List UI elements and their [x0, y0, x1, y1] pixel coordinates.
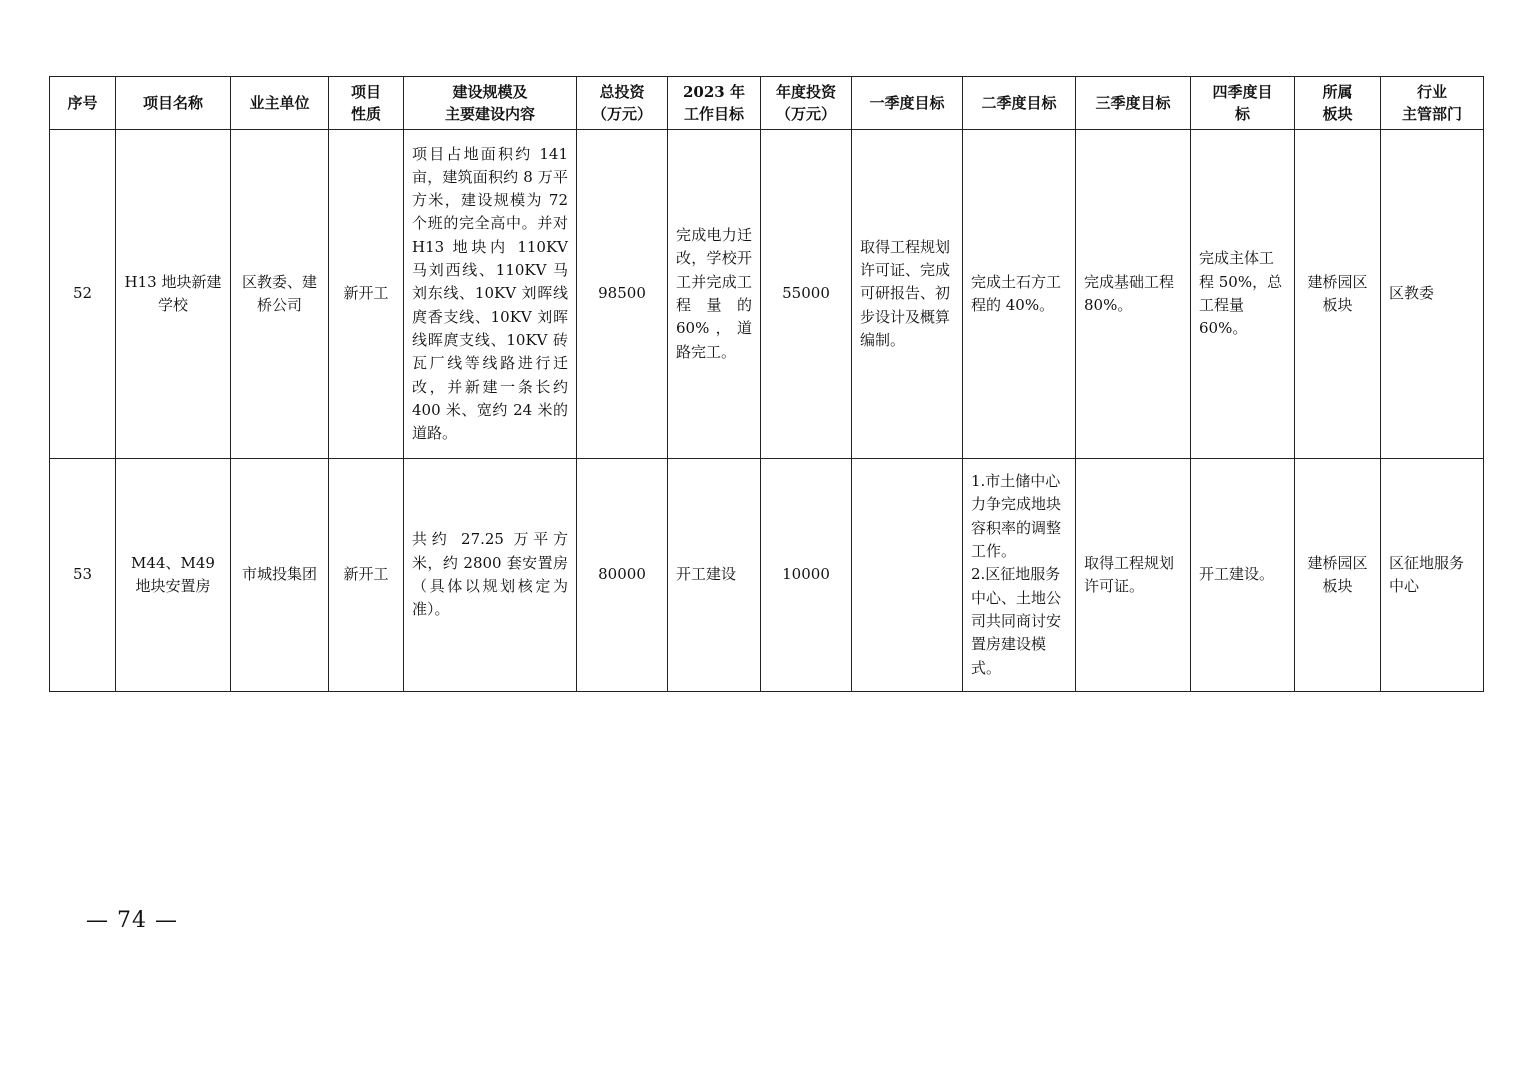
cell-nature: 新开工: [329, 459, 404, 692]
header-row: [50, 77, 1484, 130]
header-seq: 序号: [50, 77, 116, 130]
project-plan-table: [49, 76, 1484, 692]
header-department: 行业 主管部门: [1381, 77, 1484, 130]
cell-owner: 区教委、建桥公司: [231, 130, 329, 459]
cell-q4: 开工建设。: [1191, 459, 1295, 692]
cell-owner: 市城投集团: [231, 459, 329, 692]
header-q1: 一季度目标: [852, 77, 963, 130]
cell-scope: 共约 27.25 万平方米，约 2800 套安置房（具体以规划核定为准）。: [404, 459, 577, 692]
header-q4: 四季度目 标: [1191, 77, 1295, 130]
cell-annual-investment: 10000: [761, 459, 852, 692]
cell-q2: 完成土石方工程的 40%。: [963, 130, 1076, 459]
cell-goal-2023: 开工建设: [668, 459, 761, 692]
cell-project-name: M44、M49 地块安置房: [116, 459, 231, 692]
cell-total-investment: 80000: [577, 459, 668, 692]
header-annual-investment: 年度投资 （万元）: [761, 77, 852, 130]
cell-q4: 完成主体工程 50%，总工程量 60%。: [1191, 130, 1295, 459]
cell-seq: 53: [50, 459, 116, 692]
cell-scope: 项目占地面积约 141 亩，建筑面积约 8 万平方米，建设规模为 72 个班的完全高中。并对 H13 地块内 110KV 马刘西线、110KV 马刘东线、10KV 刘晖线庹香支线、10KV 刘晖线晖庹支线、10KV 砖瓦厂线等线路进行迁改，并新建一条长约 400 米、宽约 24 米的道路。: [404, 130, 577, 459]
cell-q3: 取得工程规划许可证。: [1076, 459, 1191, 692]
cell-department: 区征地服务中心: [1381, 459, 1484, 692]
header-nature: 项目 性质: [329, 77, 404, 130]
cell-q3: 完成基础工程 80%。: [1076, 130, 1191, 459]
header-sector: 所属 板块: [1295, 77, 1381, 130]
header-q2: 二季度目标: [963, 77, 1076, 130]
cell-sector: 建桥园区板块: [1295, 459, 1381, 692]
cell-total-investment: 98500: [577, 130, 668, 459]
cell-q1: 取得工程规划许可证、完成可研报告、初步设计及概算编制。: [852, 130, 963, 459]
cell-seq: 52: [50, 130, 116, 459]
header-project-name: 项目名称: [116, 77, 231, 130]
cell-nature: 新开工: [329, 130, 404, 459]
header-goal-2023: 2023 年 工作目标: [668, 77, 761, 130]
cell-project-name: H13 地块新建学校: [116, 130, 231, 459]
header-owner: 业主单位: [231, 77, 329, 130]
cell-goal-2023: 完成电力迁改，学校开工并完成工程量的 60%，道路完工。: [668, 130, 761, 459]
cell-department: 区教委: [1381, 130, 1484, 459]
cell-q2: 1.市土储中心力争完成地块容积率的调整工作。 2.区征地服务中心、土地公司共同商讨安置房建设模式。: [963, 459, 1076, 692]
cell-sector: 建桥园区板块: [1295, 130, 1381, 459]
table-row: [50, 130, 1484, 459]
table-row: [50, 459, 1484, 692]
page-number: — 74 —: [86, 908, 178, 933]
cell-annual-investment: 55000: [761, 130, 852, 459]
header-q3: 三季度目标: [1076, 77, 1191, 130]
header-scope: 建设规模及 主要建设内容: [404, 77, 577, 130]
header-total-investment: 总投资 （万元）: [577, 77, 668, 130]
cell-q1: [852, 459, 963, 692]
